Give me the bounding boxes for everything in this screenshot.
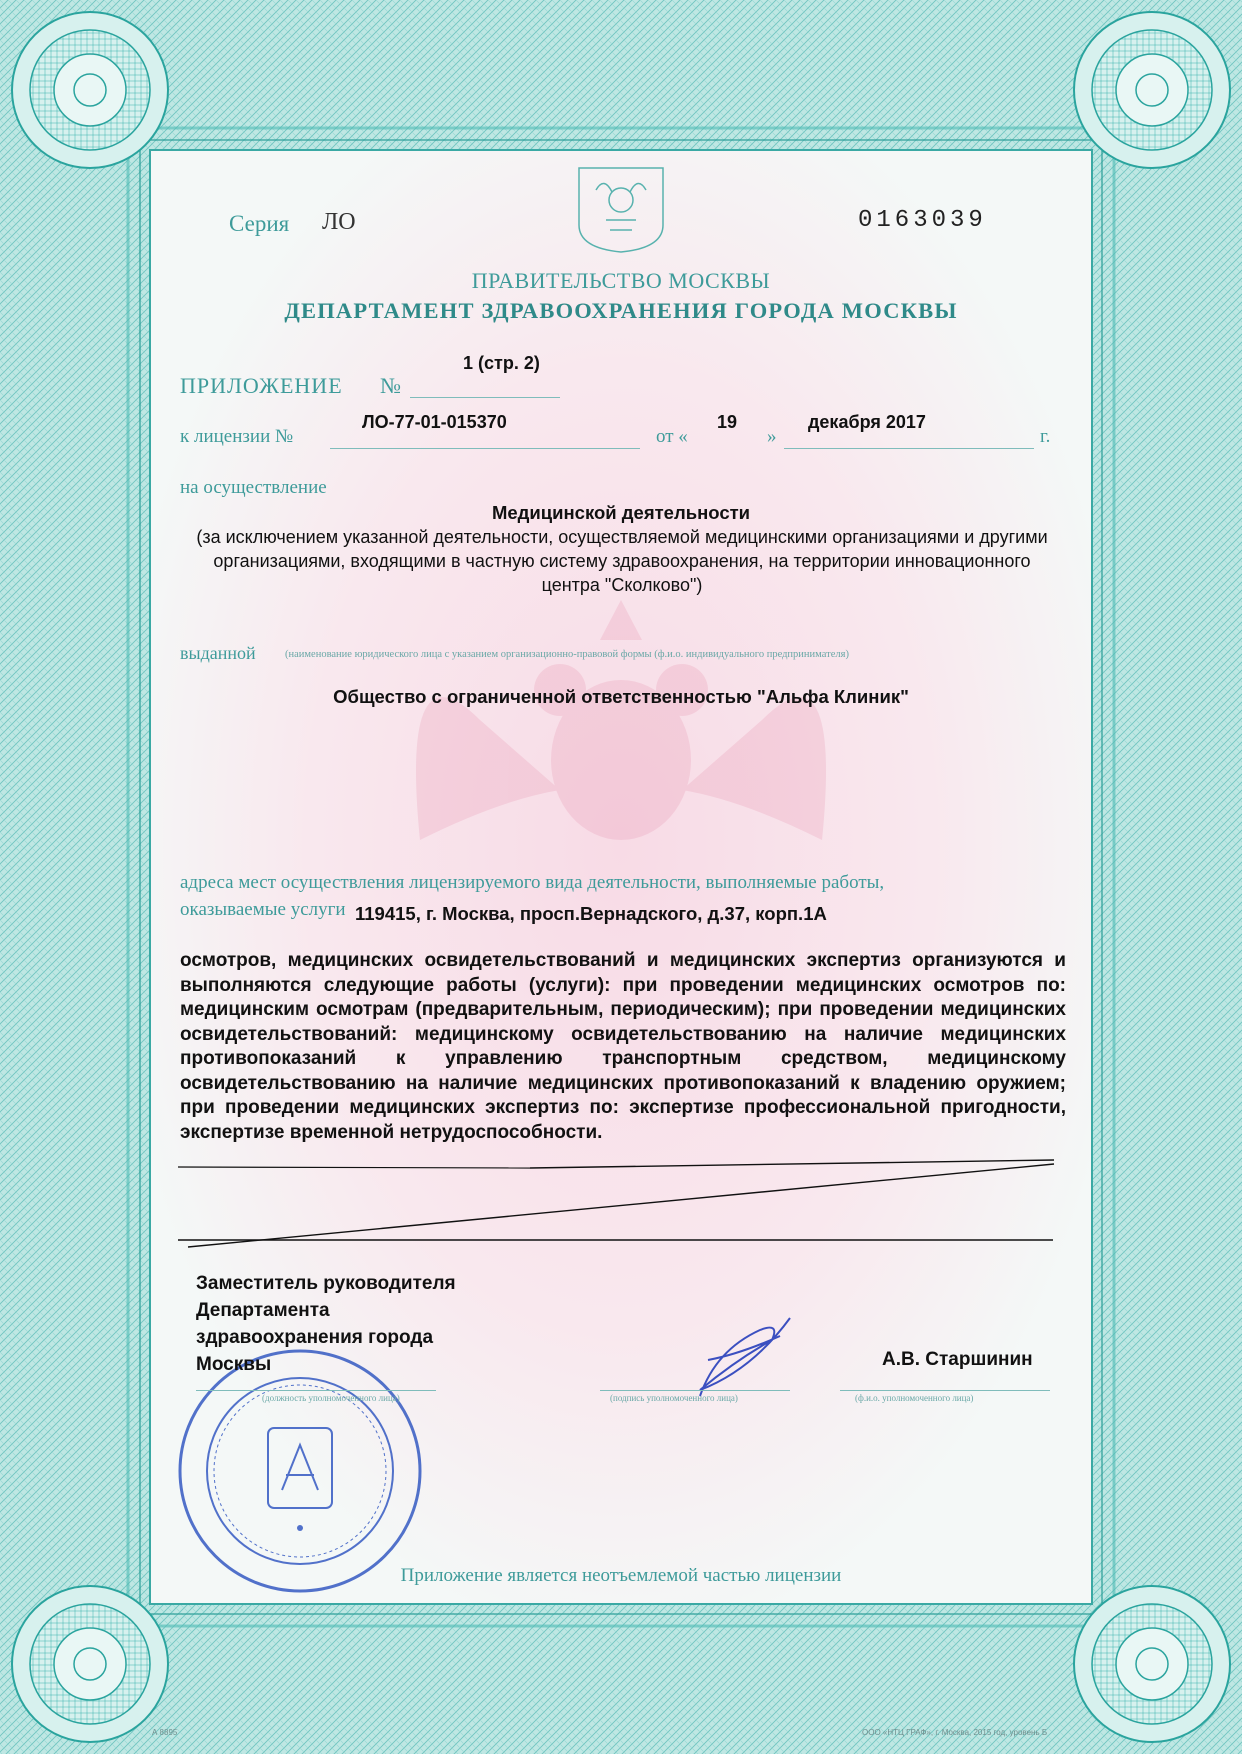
- signatory-position-line2: Департамента: [196, 1300, 330, 1321]
- appendix-number-sign: №: [380, 373, 401, 398]
- caption-name: (ф.и.о. уполномоченного лица): [855, 1393, 974, 1403]
- appendix-underline: [410, 397, 560, 398]
- form-number: 0163039: [858, 207, 987, 234]
- activity-title: Медицинской деятельности: [491, 502, 751, 523]
- position-underline: [196, 1390, 436, 1391]
- caption-position: (должность уполномоченного лица): [262, 1393, 400, 1403]
- license-month-underline: [784, 448, 1034, 449]
- activity-label: на осуществление: [180, 477, 327, 498]
- license-year-suffix: г.: [1040, 426, 1051, 447]
- footer-note: Приложение является неотъемлемой частью лицензии: [400, 1565, 842, 1586]
- caption-signature: (подпись уполномоченного лица): [610, 1393, 738, 1403]
- issued-label: выданной: [180, 643, 256, 663]
- name-underline: [840, 1390, 1050, 1391]
- license-number-underline: [330, 448, 640, 449]
- issued-caption: (наименование юридического лица с указанием организационно-правовой формы (ф.и.о. индивидуального предпринимателя): [285, 649, 849, 660]
- license-date-prefix: от «: [656, 426, 688, 447]
- signatory-name: А.В. Старшинин: [882, 1349, 1033, 1370]
- corner-rosette-bottom-left: [12, 1586, 168, 1742]
- form-code: А 8895: [152, 1728, 178, 1737]
- printer-info: ООО «НТЦ ГРАФ», г. Москва, 2015 год, уровень Б: [862, 1728, 1048, 1737]
- licensed-works-text: осмотров, медицинских освидетельствований и медицинских экспертиз организуются и выполняются следующие работы (услуги): при проведении медицинских осмотров по: медицинским осмотрам (предварительным, периодическим); при проведении медицинских освидетельствований: медицинскому освидетельствованию на наличие медицинских противопоказаний к управлению транспортным средством, медицинскому освидетельствованию на наличие медицинских противопоказаний к владению оружием; при проведении медицинских экспертиз по: экспертизе профессиональной пригодности, экспертизе временной нетрудоспособности.: [180, 950, 1066, 1143]
- series-value: ЛО: [322, 209, 356, 235]
- organization-name: Общество с ограниченной ответственностью "Альфа Клиник": [333, 686, 909, 707]
- license-month-year: декабря 2017: [808, 412, 926, 432]
- series-label: Серия: [229, 211, 290, 236]
- corner-rosette-top-right: [1074, 12, 1230, 168]
- license-number: ЛО-77-01-015370: [362, 412, 507, 432]
- signatory-position-line1: Заместитель руководителя: [196, 1273, 456, 1294]
- appendix-label: ПРИЛОЖЕНИЕ: [180, 373, 343, 398]
- appendix-value: 1 (стр. 2): [463, 353, 540, 373]
- corner-rosette-top-left: [12, 12, 168, 168]
- signatory-position-line4: Москвы: [196, 1354, 272, 1375]
- signatory-position: [196, 1270, 456, 1378]
- department-name: ДЕПАРТАМЕНТ ЗДРАВООХРАНЕНИЯ ГОРОДА МОСКВЫ: [284, 298, 958, 323]
- address-label-line2: оказываемые услуги: [180, 899, 346, 920]
- government-name: ПРАВИТЕЛЬСТВО МОСКВЫ: [471, 268, 771, 293]
- signatory-position-line3: здравоохранения города: [196, 1327, 434, 1348]
- signature-underline: [600, 1390, 790, 1391]
- activity-details: (за исключением указанной деятельности, осуществляемой медицинскими организациями и другими организациями, входящими в частную систему здравоохранения, на территории инновационного центра "Сколково"): [196, 527, 1048, 595]
- license-label: к лицензии №: [180, 426, 294, 447]
- corner-rosette-bottom-right: [1074, 1586, 1230, 1742]
- address-value: 119415, г. Москва, просп.Вернадского, д.37, корп.1А: [355, 903, 827, 924]
- license-day-suffix: »: [767, 426, 777, 447]
- address-label-line1: адреса мест осуществления лицензируемого вида деятельности, выполняемые работы,: [180, 872, 885, 893]
- license-day: 19: [717, 412, 738, 432]
